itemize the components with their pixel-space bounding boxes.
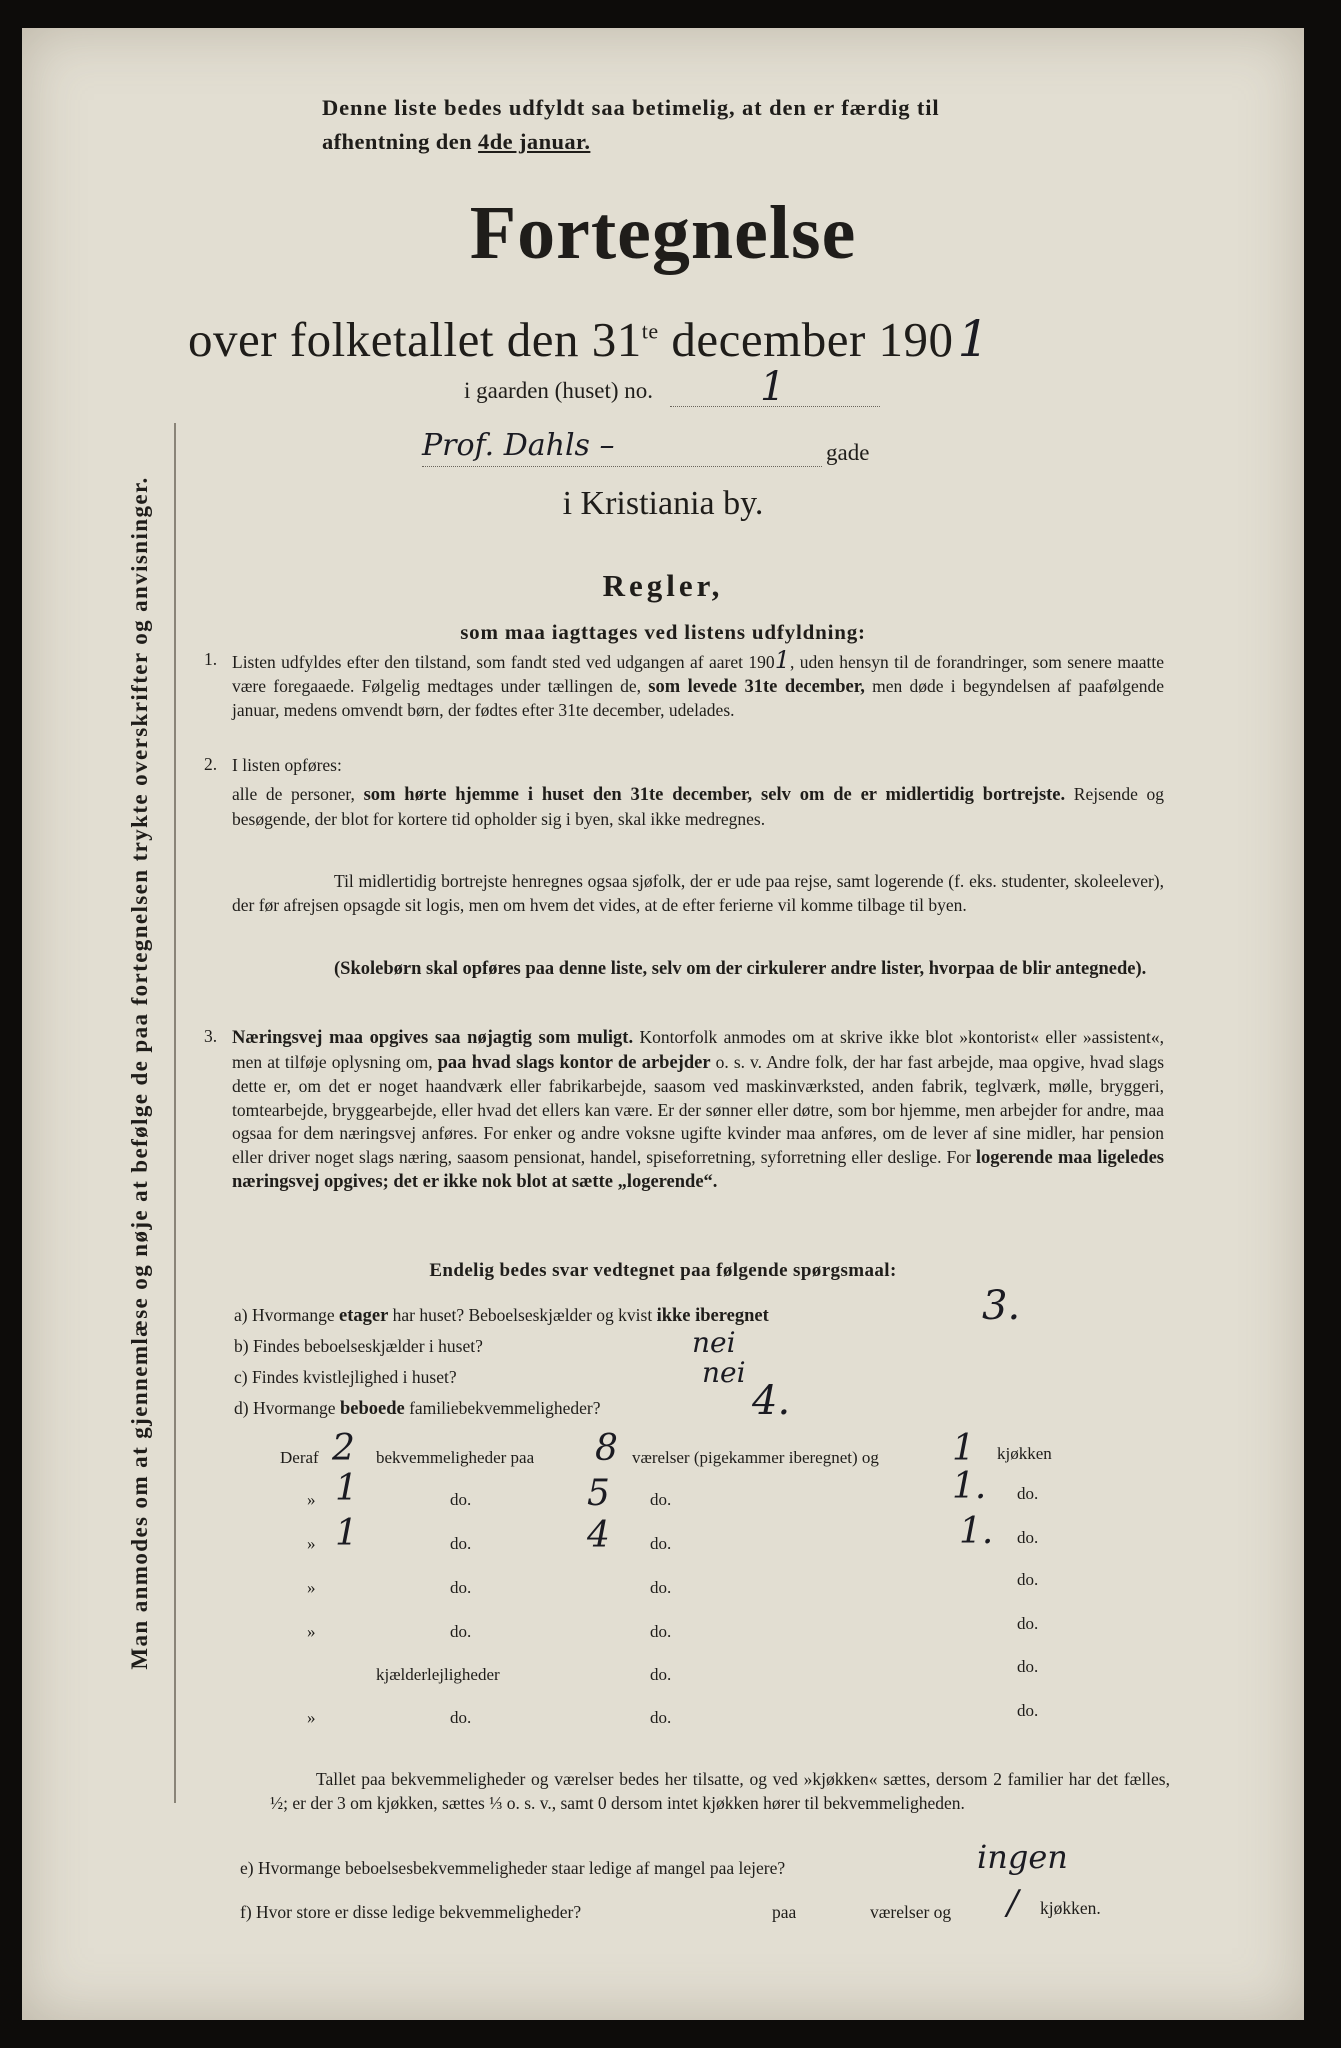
question-f-paa: paa bbox=[772, 1902, 797, 1922]
row-3-do-2: do. bbox=[650, 1534, 672, 1553]
question-e bbox=[240, 1858, 785, 1879]
street-dotline bbox=[422, 466, 822, 467]
rule-1-number: 1. bbox=[204, 649, 218, 669]
row-1-count: 2 bbox=[332, 1428, 355, 1469]
notice-line-2-prefix: afhentning den bbox=[322, 129, 473, 154]
house-number-value: 1 bbox=[760, 364, 786, 410]
question-a-label: a) bbox=[234, 1305, 248, 1325]
question-c-label: c) bbox=[234, 1367, 248, 1387]
notice-line-2 bbox=[322, 125, 940, 159]
question-e-label: e) bbox=[240, 1858, 254, 1878]
rule-2-body bbox=[232, 783, 1164, 831]
row-2-do-3: do. bbox=[1017, 1484, 1039, 1503]
rule-3-bold-3: logerende maa ligeledes næringsvej opgives; det er ikke nok blot at sætte „logerende“. bbox=[232, 1147, 1165, 1192]
question-b bbox=[234, 1336, 483, 1357]
row-4-do-2: do. bbox=[650, 1578, 672, 1597]
answer-f: / bbox=[1007, 1883, 1019, 1923]
table-note: Tallet paa bekvemmeligheder og værelser bedes her tilsatte, og ved »kjøkken« sættes, dersom 2 familier har det fælles, ½; er der 3 om kjøkken, sættes ⅓ o. s. v., samt 0 dersom intet kjøkken hører til bekvemmeligheden. bbox=[270, 1769, 1170, 1813]
question-b-label: b) bbox=[234, 1336, 249, 1356]
answer-b: nei bbox=[692, 1326, 736, 1359]
rule-3-text-b: o. s. v. Andre folk, der har fast arbejde, maa opgive, hvad slags dette er, om det er noget haandværk eller fabrikarbejde, saasom ved maskinværksted, anden fabrik, teglværk, mølle, bryggeri, tomtearbejde, bryggearbejde, eller hvad det ellers kan være. Er der sønner eller døtre, som bor hjemme, men arbejder for andre, maa ogsaa for dem næringsvej anføres. For enker og andre voksne ugifte kvinder maa anføres, om de lever af sine midler, har pension eller driver noget slags næring, saasom pensionat, handel, spiseforretning, syforretning eller deslige. For bbox=[232, 1051, 1164, 1167]
subtitle-end: december 190 bbox=[671, 312, 954, 367]
rule-3-bold-2: paa hvad slags kontor de arbejder bbox=[437, 1052, 711, 1073]
row-5-ditto: » bbox=[307, 1622, 316, 1641]
question-f-label: f) bbox=[240, 1902, 252, 1922]
row-6-kjaelder: kjælderlejligheder bbox=[376, 1665, 500, 1684]
rule-1-text-b: , uden hensyn til de forandringer, som senere maatte være foregaaede. Følgelig medtages under tællingen de, bbox=[232, 652, 1164, 696]
rule-1-bold: som levede 31te december, bbox=[648, 676, 865, 697]
row-4-do-1: do. bbox=[450, 1578, 472, 1597]
answer-a: 3. bbox=[982, 1283, 1021, 1329]
question-b-text: Findes beboelseskjælder i huset? bbox=[252, 1336, 483, 1356]
rule-2-text-a: alle de personer, bbox=[232, 784, 355, 804]
row-5-do-1: do. bbox=[450, 1622, 472, 1641]
rule-3 bbox=[232, 1026, 1164, 1195]
question-c-text: Findes kvistlejlighed i huset? bbox=[251, 1367, 457, 1387]
question-a-text-1: Hvormange bbox=[251, 1305, 335, 1325]
question-d-text-2: familiebekvemmeligheder? bbox=[409, 1398, 601, 1418]
rule-2-para-2: Til midlertidig bortrejste henregnes ogsaa sjøfolk, der er ude paa rejse, samt logerende (f. eks. studenter, skoleelever), der før afrejsen opsagde sit logis, men om hvem det vides, at de efter ferierne vil komme tilbage til byen. bbox=[232, 871, 1164, 915]
question-a bbox=[234, 1305, 769, 1327]
rule-3-number: 3. bbox=[204, 1026, 218, 1046]
question-d-text-1: Hvormange bbox=[252, 1398, 336, 1418]
row-2-kitchens: 1. bbox=[952, 1466, 987, 1507]
house-number-label: i gaarden (huset) no. bbox=[464, 378, 654, 403]
question-f-kjokken: kjøkken. bbox=[1040, 1898, 1101, 1918]
row-7-do-1: do. bbox=[450, 1708, 472, 1727]
row-6-do-2: do. bbox=[650, 1665, 672, 1684]
rules-subheading: som maa iagttages ved listens udfyldning: bbox=[460, 620, 866, 644]
question-a-bold-2: ikke iberegnet bbox=[656, 1306, 769, 1326]
rule-2-para-3: (Skolebørn skal opføres paa denne liste, selv om der cirkulerer andre lister, hvorpaa de blir antegnede). bbox=[334, 959, 1147, 979]
rule-2-text-b: Rejsende og besøgende, der blot for kortere tid opholder sig i byen, skal ikke medregnes. bbox=[232, 784, 1165, 829]
row-2-count: 1 bbox=[335, 1468, 358, 1509]
question-e-text: Hvormange beboelsesbekvemmeligheder staar ledige af mangel paa lejere? bbox=[257, 1858, 786, 1878]
year-digit-handwritten: 1 bbox=[957, 310, 990, 368]
row-7-ditto: » bbox=[307, 1708, 316, 1727]
answer-e: ingen bbox=[977, 1838, 1068, 1876]
row-7-do-2: do. bbox=[650, 1708, 672, 1727]
rule-1-year-handwritten: 1 bbox=[774, 646, 790, 674]
row-3-kitchens: 1. bbox=[959, 1511, 994, 1552]
rule-2-number: 2. bbox=[204, 754, 218, 774]
rule-1-text-c: men døde i begyndelsen af paafølgende januar, medens omvendt børn, der fødtes efter 31te december, udelades. bbox=[232, 675, 1165, 720]
row-2-do-2: do. bbox=[650, 1490, 672, 1509]
row-2-rooms: 5 bbox=[587, 1473, 610, 1514]
street-value: Prof. Dahls – bbox=[422, 428, 615, 463]
subtitle-main: over folketallet den 31 bbox=[188, 312, 642, 367]
row-3-rooms: 4 bbox=[587, 1515, 610, 1556]
table-vaerelser-header: værelser (pigekammer iberegnet) og bbox=[632, 1448, 879, 1467]
row-4-do-3: do. bbox=[1017, 1570, 1039, 1589]
question-d-bold: beboede bbox=[339, 1399, 405, 1419]
form-subtitle bbox=[188, 310, 990, 368]
rule-3-bold-1: Næringsvej maa opgives saa nøjagtig som muligt. bbox=[232, 1028, 634, 1048]
table-kjokken-header: kjøkken bbox=[997, 1444, 1052, 1463]
rule-2-bold: som hørte hjemme i huset den 31te december, selv om de er midlertidig bortrejste. bbox=[363, 785, 1066, 805]
rule-1 bbox=[232, 646, 1165, 723]
question-d-label: d) bbox=[234, 1398, 249, 1418]
collection-notice bbox=[322, 91, 940, 159]
row-1-kitchens: 1 bbox=[952, 1428, 975, 1469]
rules-heading: Regler, bbox=[602, 568, 724, 603]
row-5-do-3: do. bbox=[1017, 1614, 1039, 1633]
row-1-rooms: 8 bbox=[595, 1428, 618, 1469]
row-3-ditto: » bbox=[307, 1534, 316, 1553]
question-f-text: Hvor store er disse ledige bekvemmeligheder? bbox=[256, 1902, 582, 1922]
question-f-vaerelser: værelser og bbox=[870, 1902, 952, 1922]
rule-3-text-a: Kontorfolk anmodes om at skrive ikke blot »kontorist« eller »assistent«, men at tilføje oplysning om, bbox=[232, 1027, 1165, 1072]
row-6-do-3: do. bbox=[1017, 1657, 1039, 1676]
table-deraf: Deraf bbox=[280, 1448, 319, 1467]
row-3-do-3: do. bbox=[1017, 1528, 1039, 1547]
rule-2-head: I listen opføres: bbox=[232, 755, 342, 775]
row-5-do-2: do. bbox=[650, 1622, 672, 1641]
gade-label: gade bbox=[826, 440, 870, 465]
question-f bbox=[240, 1902, 581, 1923]
collection-date: 4de januar. bbox=[478, 129, 591, 154]
answer-d: 4. bbox=[752, 1378, 791, 1424]
row-4-ditto: » bbox=[307, 1578, 316, 1597]
row-3-count: 1 bbox=[335, 1513, 358, 1554]
notice-line-1: Denne liste bedes udfyldt saa betimelig, at den er færdig til bbox=[322, 95, 940, 120]
house-number-line bbox=[464, 378, 653, 404]
row-3-do-1: do. bbox=[450, 1534, 472, 1553]
census-form-page bbox=[22, 28, 1304, 2020]
house-number-dotline bbox=[670, 406, 880, 407]
questions-heading: Endelig bedes svar vedtegnet paa følgende spørgsmaal: bbox=[429, 1260, 897, 1281]
question-d bbox=[234, 1398, 601, 1420]
answer-c: nei bbox=[702, 1356, 746, 1389]
table-bekv-header: bekvemmeligheder paa bbox=[376, 1448, 535, 1467]
row-2-ditto: » bbox=[307, 1490, 316, 1509]
city-line: i Kristiania by. bbox=[562, 485, 764, 522]
row-2-do-1: do. bbox=[450, 1490, 472, 1509]
rule-1-text-a: Listen udfyldes efter den tilstand, som fandt sted ved udgangen af aaret 190 bbox=[232, 652, 775, 672]
subtitle-sup: te bbox=[641, 318, 659, 344]
sidebar-instruction: Man anmodes om at gjennemlæse og nøje at befølge de paa fortegnelsen trykte overskrifter og anvisninger. bbox=[127, 476, 152, 1670]
question-c bbox=[234, 1367, 457, 1388]
form-title: Fortegnelse bbox=[469, 191, 857, 275]
question-a-text-2: har huset? Beboelseskjælder og kvist bbox=[392, 1305, 653, 1325]
question-a-bold-1: etager bbox=[338, 1306, 389, 1326]
row-7-do-3: do. bbox=[1017, 1701, 1039, 1720]
